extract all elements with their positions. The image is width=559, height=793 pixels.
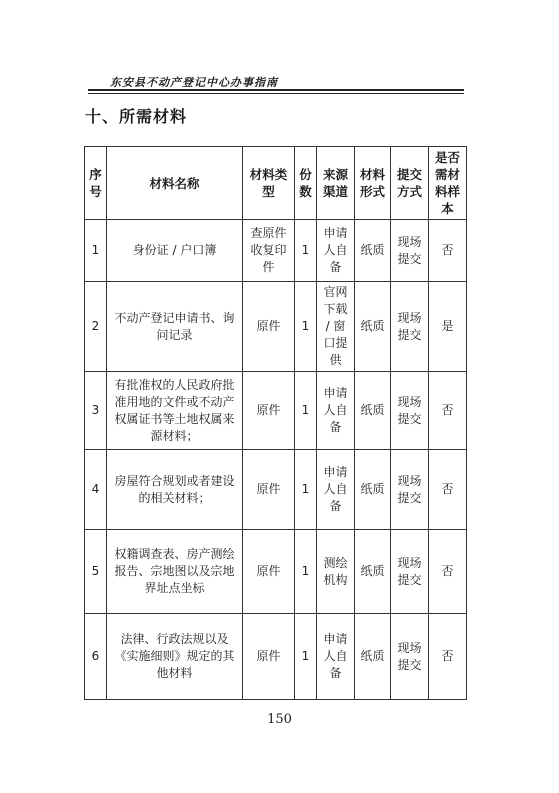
cell-name: 法律、行政法规以及《实施细则》规定的其他材料 bbox=[107, 614, 243, 700]
cell-submit: 现场提交 bbox=[391, 282, 429, 372]
header-sample: 是否需材料样本 bbox=[429, 147, 467, 220]
cell-source: 申请人自备 bbox=[317, 372, 355, 450]
cell-name: 房屋符合规划或者建设的相关材料； bbox=[107, 450, 243, 530]
header-rule-thin bbox=[88, 93, 464, 94]
cell-type: 查原件收复印件 bbox=[243, 220, 295, 282]
table-row bbox=[85, 450, 467, 530]
cell-name: 不动产登记申请书、询问记录 bbox=[107, 282, 243, 372]
header-type: 材料类型 bbox=[243, 147, 295, 220]
cell-name: 权籍调查表、房产测绘报告、宗地图以及宗地界址点坐标 bbox=[107, 530, 243, 614]
table-row bbox=[85, 614, 467, 700]
cell-count: 1 bbox=[295, 530, 317, 614]
header-rule-thick bbox=[88, 89, 464, 91]
running-header-title: 东安县不动产登记中心办事指南 bbox=[110, 76, 278, 89]
cell-count: 1 bbox=[295, 372, 317, 450]
cell-sample: 否 bbox=[429, 220, 467, 282]
cell-form: 纸质 bbox=[355, 530, 391, 614]
materials-table bbox=[84, 146, 467, 700]
header-seq: 序号 bbox=[85, 147, 107, 220]
cell-seq: 5 bbox=[85, 530, 107, 614]
cell-seq: 4 bbox=[85, 450, 107, 530]
cell-source: 官网下载 / 窗口提供 bbox=[317, 282, 355, 372]
cell-submit: 现场提交 bbox=[391, 220, 429, 282]
header-source: 来源渠道 bbox=[317, 147, 355, 220]
page-number: 150 bbox=[267, 712, 292, 727]
cell-type: 原件 bbox=[243, 450, 295, 530]
cell-seq: 3 bbox=[85, 372, 107, 450]
cell-source: 申请人自备 bbox=[317, 220, 355, 282]
header-submit: 提交方式 bbox=[391, 147, 429, 220]
cell-seq: 2 bbox=[85, 282, 107, 372]
header-name: 材料名称 bbox=[107, 147, 243, 220]
table-row bbox=[85, 372, 467, 450]
table-header-row bbox=[85, 147, 467, 220]
cell-count: 1 bbox=[295, 450, 317, 530]
cell-count: 1 bbox=[295, 614, 317, 700]
cell-form: 纸质 bbox=[355, 372, 391, 450]
cell-submit: 现场提交 bbox=[391, 372, 429, 450]
table-row bbox=[85, 220, 467, 282]
cell-sample: 否 bbox=[429, 614, 467, 700]
cell-submit: 现场提交 bbox=[391, 614, 429, 700]
cell-count: 1 bbox=[295, 282, 317, 372]
cell-type: 原件 bbox=[243, 282, 295, 372]
cell-type: 原件 bbox=[243, 372, 295, 450]
cell-sample: 是 bbox=[429, 282, 467, 372]
cell-source: 申请人自备 bbox=[317, 450, 355, 530]
cell-form: 纸质 bbox=[355, 614, 391, 700]
cell-sample: 否 bbox=[429, 530, 467, 614]
cell-name: 有批准权的人民政府批准用地的文件或不动产权属证书等土地权属来源材料； bbox=[107, 372, 243, 450]
cell-count: 1 bbox=[295, 220, 317, 282]
cell-source: 测绘机构 bbox=[317, 530, 355, 614]
cell-source: 申请人自备 bbox=[317, 614, 355, 700]
cell-form: 纸质 bbox=[355, 450, 391, 530]
header-count: 份数 bbox=[295, 147, 317, 220]
cell-sample: 否 bbox=[429, 372, 467, 450]
table-row bbox=[85, 282, 467, 372]
cell-submit: 现场提交 bbox=[391, 450, 429, 530]
cell-name: 身份证 / 户口簿 bbox=[107, 220, 243, 282]
cell-type: 原件 bbox=[243, 614, 295, 700]
cell-type: 原件 bbox=[243, 530, 295, 614]
cell-form: 纸质 bbox=[355, 282, 391, 372]
cell-seq: 1 bbox=[85, 220, 107, 282]
cell-seq: 6 bbox=[85, 614, 107, 700]
section-title: 十、所需材料 bbox=[85, 107, 188, 126]
header-form: 材料形式 bbox=[355, 147, 391, 220]
cell-submit: 现场提交 bbox=[391, 530, 429, 614]
table-row bbox=[85, 530, 467, 614]
cell-form: 纸质 bbox=[355, 220, 391, 282]
cell-sample: 否 bbox=[429, 450, 467, 530]
